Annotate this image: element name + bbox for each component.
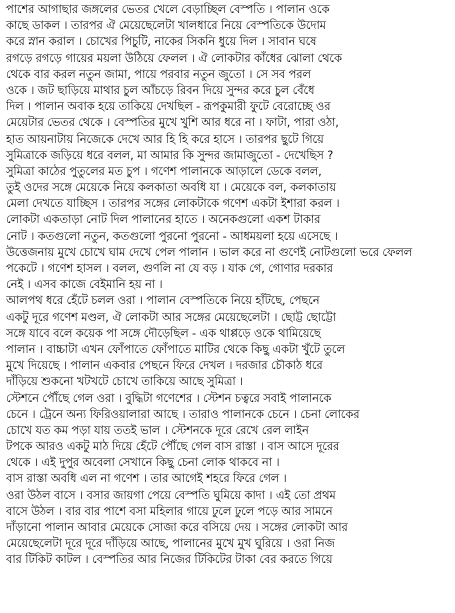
- text-line: সঙ্গে যাবে বলে কয়েক পা সঙ্গে দৌড়েছিল - এক থাপ্পড়ে ওকে থামিয়েছে: [6, 325, 321, 340]
- text-line: থেকে বার করল নতুন জামা, পায়ে পরবার নতুন জুতো । সে সব পরল: [6, 66, 311, 81]
- text-line: বাসে উঠল । বার বার পাশে বসা মহিলার গায়ে ঢুলে ঢুলে পড়ে আর সামনে: [6, 503, 333, 518]
- text-line: [6, 584, 452, 600]
- text-line: ওরা উঠল বাসে । বসার জায়গা পেয়ে বেস্পতি ঘুমিয়ে কাদা । এই তো প্রথম: [6, 487, 336, 502]
- text-line: মেলা দেখতে যাচ্ছিস । তারপর সঙ্গের লোকটাকে গণেশ একটা ইশারা করল ।: [6, 196, 340, 211]
- text-line: মুখে দিয়েছে । পালান একবার পেছনে ফিরে দেখল । দরজার চৌকাঠ ধরে: [6, 358, 323, 373]
- page-text-block: [6, 1, 452, 600]
- text-line: কাছে ডাকল । তারপর ঐ মেয়েছেলেটা খালধারে নিয়ে বেস্পতিকে উদোম: [6, 18, 326, 33]
- text-line: [6, 568, 452, 584]
- text-line: মেয়েছেলেটা দূরে দূরে দাঁড়িয়ে আছে, পালানের মুখে মুখ ঘুরিয়ে । ওরা নিজ: [6, 536, 335, 551]
- text-line: দাঁড়ানো পালান আবার মেয়েকে সোজা করে বসিয়ে দেয় । সঙ্গের লোকটা আর: [6, 520, 348, 534]
- text-line: একটু দূরে গণেশ মণ্ডল, ঐ লোকটা আর সঙ্গের মেয়েছেলেটা । ছোট্ট ছোট্টো: [6, 309, 336, 324]
- text-line: টপকে আরও একটু মাঠ দিয়ে হেঁটে পৌঁছে গেল বাস রাস্তা । বাস আসে দূরের: [6, 439, 340, 454]
- text-line: উত্তেজনায় মুখে চোখে ঘাম দেখে পেল পালান । ভাল করে না গুণেই নোটগুলো ভরে ফেলল: [6, 244, 412, 259]
- text-line: দাঁড়িয়ে শুকনো খটখটে চোখে তাকিয়ে আছে সুমিত্রা ।: [6, 374, 244, 389]
- text-line: স্টেশনে পৌঁছে গেল ওরা । বুদ্ধিটা গণেশের । স্টেশন চত্বরে সবাই পালানকে: [6, 390, 332, 405]
- text-line: রগড়ে রগড়ে গায়ের ময়লা উঠিয়ে ফেলল । ঐ লোকটার কাঁধের ঝোলা থেকে: [6, 50, 342, 65]
- text-line: পকেটে । গণেশ হাসল । বলল, গুণলি না যে বড় । যাক গে, গোণার দরকার: [6, 261, 333, 275]
- text-line: লোকটা একতাড়া নোট দিল পালানের হাতে । অনেকগুলো একশ টাকার: [6, 212, 321, 227]
- text-line: বাস রাস্তা অবধি এল না গণেশ । তার আগেই শহরে ফিরে গেল ।: [6, 471, 287, 486]
- text-line: দিল । পালান অবাক হয়ে তাকিয়ে দেখছিল - রূপকুমারী ফুটে বেরোচ্ছে ওর: [6, 99, 331, 114]
- text-line: নোট । কতগুলো নতুন, কতগুলো পুরনো পুরনো - আধময়লা হয়ে এসেছে ।: [6, 228, 338, 243]
- text-line: চোখে যত কম পড়া যায় ততই ভাল । স্টেশনকে দূরে রেখে রেল লাইন: [6, 422, 309, 437]
- text-line: সুমিত্রাকে জড়িয়ে ধরে বলল, মা আমার কি সুন্দর জামাজুতো - দেখেছিস ?: [6, 147, 334, 162]
- text-line: সুমিত্রা কাঠের পুতুলের মত চুপ । গণেশ পালানকে আড়ালে ডেকে বলল,: [6, 163, 322, 178]
- text-line: করে স্নান করাল । চোখের পিচুটি, নাকের সিকনি ধুয়ে দিল । সাবান ঘষে: [6, 34, 317, 49]
- text-line: পালান । বাচ্চাটা এখন ফোঁপাতে ফোঁপাতে মাটির থেকে কিছু একটা খুঁটে তুলে: [6, 341, 345, 356]
- text-line: পাশের আগাছার জঙ্গলের ভেতর খেলে বেড়াচ্ছিল বেস্পতি । পালান ওকে: [6, 2, 330, 16]
- text-line: আলপথ ধরে হেঁটে চলল ওরা । পালান বেস্পতিকে নিয়ে হাঁটছে, পেছনে: [6, 293, 320, 308]
- text-line: নেই । এসব কাজে বেইমানি হয় না ।: [6, 277, 163, 292]
- text-line: চেনে । ট্রেনে অন্য ফিরিওয়ালারা আছে । তারাও পালানকে চেনে । চেনা লোকের: [6, 406, 360, 421]
- text-line: মেয়েটার ভেতর থেকে । বেস্পতির মুখে খুশি আর ধরে না । ফাটা, পারা ওঠা,: [6, 115, 339, 130]
- text-line: ওকে । জট ছাড়িয়ে মাথার চুল আঁচড়ে রিবন দিয়ে সুন্দর করে চুল বেঁধে: [6, 82, 315, 97]
- text-line: থেকে । এই দুপুর অবেলা সেখানে কিছু চেনা লোক থাকবে না ।: [6, 455, 280, 470]
- text-line: বার টিকিট কাটল । বেস্পতির আর নিজের টিকিটের টাকা বের করতে গিয়ে: [6, 552, 333, 567]
- text-line: হাত আয়নাটায় নিজেকে দেখে আর হি হি করে হাসে । তারপর ছুটে গিয়ে: [6, 131, 324, 146]
- text-line: তুই ওদের সঙ্গে মেয়েকে নিয়ে কলকাতা অবধি যা । মেয়েকে বল, কলকাতায়: [6, 180, 336, 195]
